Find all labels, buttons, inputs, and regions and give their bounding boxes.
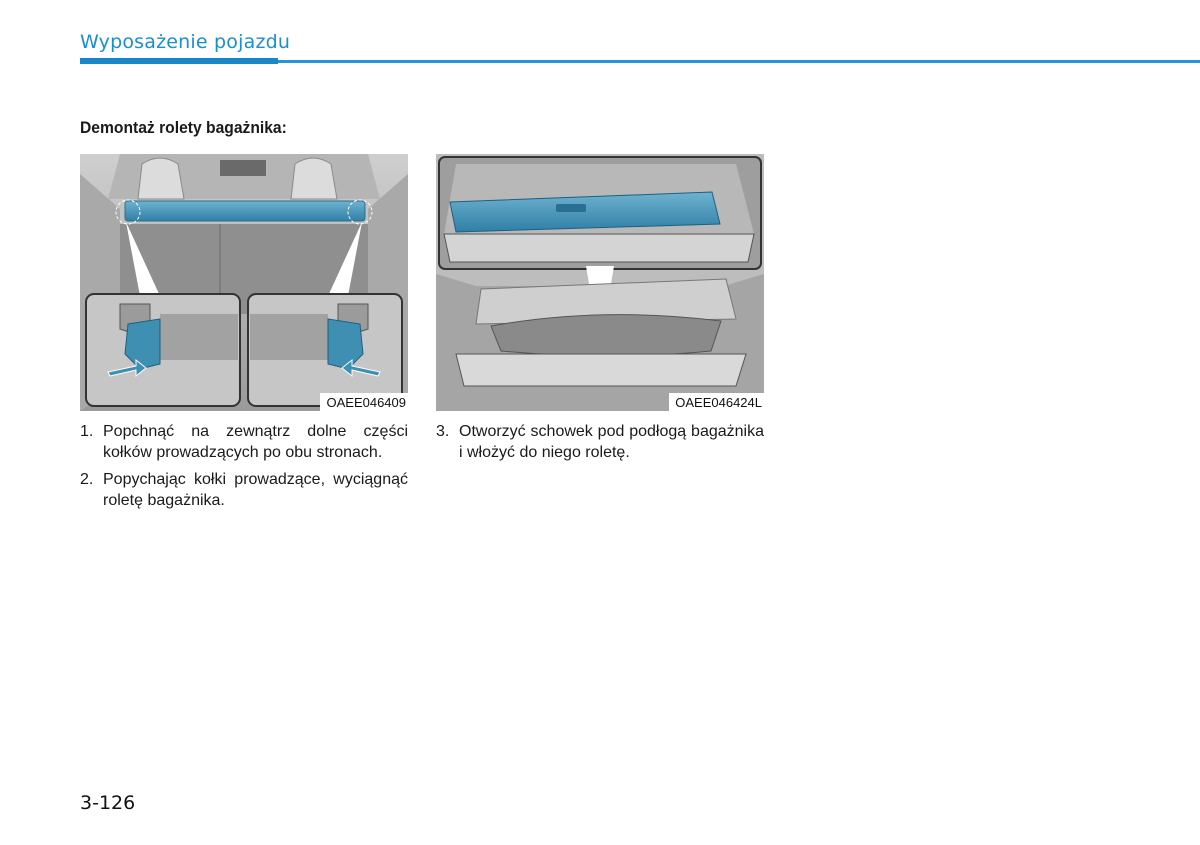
section-header-title: Wyposażenie pojazdu bbox=[80, 31, 291, 53]
page-number: 3-126 bbox=[80, 792, 136, 814]
underfloor-storage-illustration bbox=[436, 154, 764, 411]
figure-code: OAEE046409 bbox=[320, 393, 408, 411]
header-rule-accent bbox=[80, 58, 278, 64]
step-number: 2. bbox=[80, 471, 94, 488]
figure-code: OAEE046424L bbox=[669, 393, 764, 411]
step-text: Popchnąć na zewnątrz dolne części kołków prowadzących po obu stronach. bbox=[103, 423, 408, 461]
figure-cover-removal bbox=[80, 154, 408, 411]
instruction-step bbox=[80, 421, 408, 463]
section-heading: Demontaż rolety bagażnika: bbox=[80, 118, 287, 137]
instruction-list-right bbox=[436, 421, 764, 469]
instruction-step bbox=[436, 421, 764, 463]
instruction-list-left bbox=[80, 421, 408, 517]
instruction-step bbox=[80, 469, 408, 511]
step-text: Otworzyć schowek pod podłogą bagażnika i włożyć do niego roletę. bbox=[459, 423, 764, 461]
figure-underfloor-storage bbox=[436, 154, 764, 411]
step-number: 3. bbox=[436, 423, 450, 440]
step-text: Popychając kołki prowadzące, wyciągnąć roletę bagażnika. bbox=[103, 471, 408, 509]
trunk-cover-illustration bbox=[80, 154, 408, 411]
step-number: 1. bbox=[80, 423, 94, 440]
